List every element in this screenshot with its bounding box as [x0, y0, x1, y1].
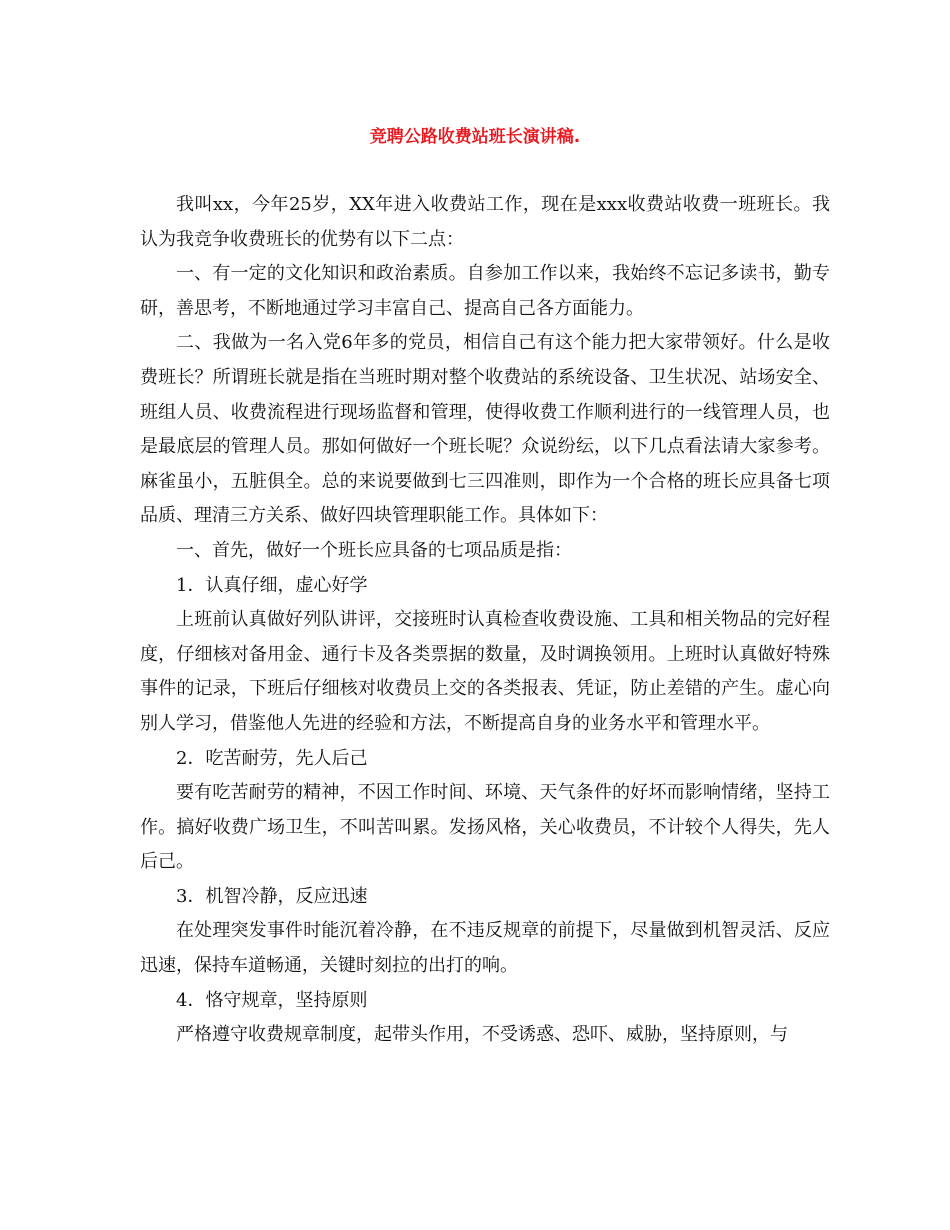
paragraph-quality-1: 上班前认真做好列队讲评，交接班时认真检查收费设施、工具和相关物品的完好程度，仔细核对备用金、通行卡及各类票据的数量，及时调换领用。上班时认真做好特殊事件的记录，下班后仔细核对收费员上交的各类报表、凭证，防止差错的产生。虚心向别人学习，借鉴他人先进的经验和方法，不断提高自身的业务水平和管理水平。: [140, 609, 830, 734]
paragraph-point-two: 二、我做为一名入党6年多的党员，相信自己有这个能力把大家带领好。什么是收费班长？所谓班长就是指在当班时期对整个收费站的系统设备、卫生状况、站场安全、班组人员、收费流程进行现场监督和管理，使得收费工作顺利进行的一线管理人员，也是最底层的管理人员。那如何做好一个班长呢？众说纷纭，以下几点看法请大家参考。麻雀虽小，五脏俱全。总的来说要做到七三四准则，即作为一个合格的班长应具备七项品质、理清三方关系、做好四块管理职能工作。具体如下：: [140, 332, 830, 527]
subheading-quality-1: 1．认真仔细，虚心好学: [176, 574, 368, 596]
paragraph-seven-qualities-heading: 一、首先，做好一个班长应具备的七项品质是指：: [176, 539, 572, 561]
subheading-quality-3: 3．机智冷静，反应迅速: [176, 885, 368, 907]
document-body: [140, 188, 830, 1053]
subheading-quality-4: 4．恪守规章，坚持原则: [176, 989, 368, 1011]
paragraph-intro: 我叫xx，今年25岁，XX年进入收费站工作，现在是xxx收费站收费一班班长。我认为我竞争收费班长的优势有以下二点：: [140, 194, 830, 250]
subheading-quality-2: 2．吃苦耐劳，先人后己: [176, 747, 368, 769]
paragraph-point-one: 一、有一定的文化知识和政治素质。自参加工作以来，我始终不忘记多读书，勤专研，善思考，不断地通过学习丰富自己、提高自己各方面能力。: [140, 263, 830, 319]
paragraph-quality-2: 要有吃苦耐劳的精神，不因工作时间、环境、天气条件的好坏而影响情绪，坚持工作。搞好收费广场卫生，不叫苦叫累。发扬风格，关心收费员，不计较个人得失，先人后己。: [140, 782, 830, 873]
document-title: 竞聘公路收费站班长演讲稿.: [369, 127, 581, 147]
paragraph-quality-4: 严格遵守收费规章制度，起带头作用，不受诱惑、恐吓、威胁，坚持原则，与: [176, 1024, 788, 1046]
paragraph-quality-3: 在处理突发事件时能沉着冷静，在不违反规章的前提下，尽量做到机智灵活、反应迅速，保持车道畅通，关键时刻拉的出打的响。: [140, 920, 830, 977]
